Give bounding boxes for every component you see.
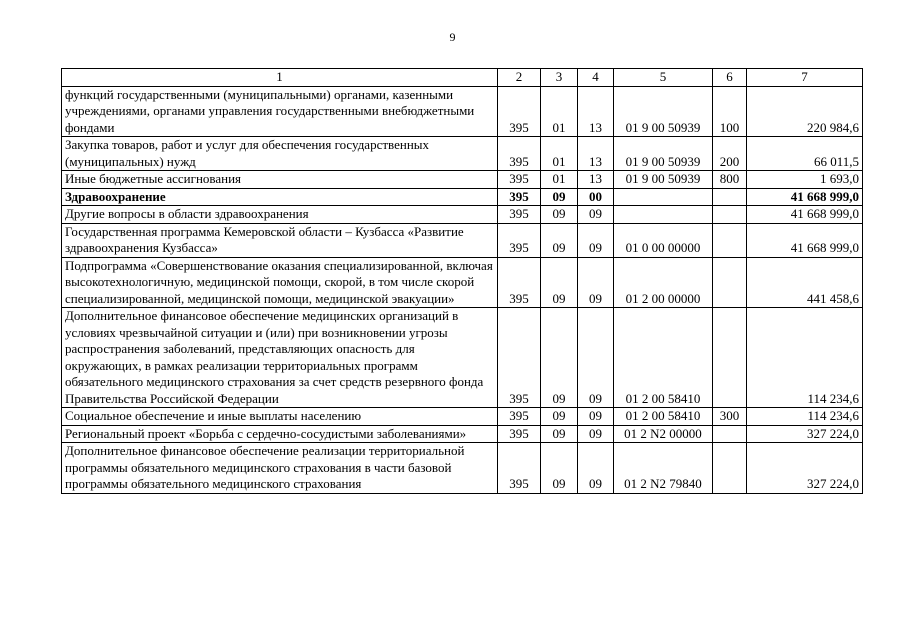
row-code-admin: 395 xyxy=(498,86,541,137)
row-code-admin: 395 xyxy=(498,171,541,189)
row-subsection: 13 xyxy=(578,86,614,137)
row-target-article xyxy=(614,188,713,206)
row-amount: 41 668 999,0 xyxy=(747,206,863,224)
row-subsection: 13 xyxy=(578,171,614,189)
table-row xyxy=(62,86,863,137)
row-name: Социальное обеспечение и иные выплаты населению xyxy=(62,408,498,426)
row-section: 09 xyxy=(541,206,578,224)
row-subsection: 09 xyxy=(578,223,614,257)
row-name: Иные бюджетные ассигнования xyxy=(62,171,498,189)
row-code-admin: 395 xyxy=(498,137,541,171)
row-code-admin: 395 xyxy=(498,408,541,426)
row-code-admin: 395 xyxy=(498,308,541,408)
row-target-article: 01 2 N2 79840 xyxy=(614,443,713,494)
row-name: Закупка товаров, работ и услуг для обеспечения государственных (муниципальных) нужд xyxy=(62,137,498,171)
row-target-article xyxy=(614,206,713,224)
row-subsection: 09 xyxy=(578,257,614,308)
row-section: 09 xyxy=(541,308,578,408)
table-row xyxy=(62,443,863,494)
header-cell: 1 xyxy=(62,69,498,87)
row-code-admin: 395 xyxy=(498,443,541,494)
row-amount: 114 234,6 xyxy=(747,408,863,426)
table-row xyxy=(62,223,863,257)
row-section: 09 xyxy=(541,443,578,494)
row-name: Региональный проект «Борьба с сердечно-сосудистыми заболеваниями» xyxy=(62,425,498,443)
row-amount: 327 224,0 xyxy=(747,443,863,494)
table-row xyxy=(62,137,863,171)
row-section: 09 xyxy=(541,223,578,257)
row-target-article: 01 0 00 00000 xyxy=(614,223,713,257)
row-amount: 114 234,6 xyxy=(747,308,863,408)
row-target-article: 01 2 00 58410 xyxy=(614,408,713,426)
table-row xyxy=(62,425,863,443)
table-row xyxy=(62,171,863,189)
row-expense-type xyxy=(713,206,747,224)
row-section: 09 xyxy=(541,425,578,443)
row-amount: 327 224,0 xyxy=(747,425,863,443)
row-subsection: 09 xyxy=(578,308,614,408)
row-target-article: 01 2 00 58410 xyxy=(614,308,713,408)
row-target-article: 01 9 00 50939 xyxy=(614,171,713,189)
row-section: 01 xyxy=(541,86,578,137)
row-amount: 41 668 999,0 xyxy=(747,223,863,257)
table-header-row xyxy=(62,69,863,87)
row-name: Государственная программа Кемеровской области – Кузбасса «Развитие здравоохранения Кузбасса» xyxy=(62,223,498,257)
row-expense-type xyxy=(713,308,747,408)
row-target-article: 01 9 00 50939 xyxy=(614,137,713,171)
row-name: Дополнительное финансовое обеспечение реализации территориальной программы обязательного медицинского страхования в части базовой программы обязательного медицинского страхования xyxy=(62,443,498,494)
row-expense-type xyxy=(713,188,747,206)
header-cell: 3 xyxy=(541,69,578,87)
row-code-admin: 395 xyxy=(498,425,541,443)
budget-table xyxy=(61,68,863,494)
row-amount: 1 693,0 xyxy=(747,171,863,189)
row-code-admin: 395 xyxy=(498,188,541,206)
table-row xyxy=(62,188,863,206)
row-expense-type: 200 xyxy=(713,137,747,171)
row-target-article: 01 2 N2 00000 xyxy=(614,425,713,443)
row-expense-type xyxy=(713,425,747,443)
row-subsection: 09 xyxy=(578,408,614,426)
row-expense-type: 100 xyxy=(713,86,747,137)
row-expense-type: 300 xyxy=(713,408,747,426)
row-expense-type xyxy=(713,443,747,494)
row-section: 01 xyxy=(541,137,578,171)
row-name: Дополнительное финансовое обеспечение медицинских организаций в условиях чрезвычайной ситуации и (или) при возникновении угрозы распространения заболеваний, представляющих опасность для окружающих, в рамках реализации территориальных программ обязательного медицинского страхования за счет средств резервного фонда Правительства Российской Федерации xyxy=(62,308,498,408)
row-section: 09 xyxy=(541,188,578,206)
row-expense-type: 800 xyxy=(713,171,747,189)
row-name: Другие вопросы в области здравоохранения xyxy=(62,206,498,224)
row-section: 01 xyxy=(541,171,578,189)
header-cell: 6 xyxy=(713,69,747,87)
row-amount: 41 668 999,0 xyxy=(747,188,863,206)
row-amount: 441 458,6 xyxy=(747,257,863,308)
row-subsection: 09 xyxy=(578,443,614,494)
row-code-admin: 395 xyxy=(498,206,541,224)
table-row xyxy=(62,408,863,426)
row-code-admin: 395 xyxy=(498,223,541,257)
row-subsection: 09 xyxy=(578,206,614,224)
table-row xyxy=(62,308,863,408)
row-subsection: 00 xyxy=(578,188,614,206)
row-amount: 220 984,6 xyxy=(747,86,863,137)
row-section: 09 xyxy=(541,408,578,426)
row-target-article: 01 9 00 50939 xyxy=(614,86,713,137)
row-amount: 66 011,5 xyxy=(747,137,863,171)
page-number: 9 xyxy=(449,30,456,44)
header-cell: 7 xyxy=(747,69,863,87)
table-row xyxy=(62,257,863,308)
header-cell: 4 xyxy=(578,69,614,87)
row-name: Здравоохранение xyxy=(62,188,498,206)
row-section: 09 xyxy=(541,257,578,308)
row-target-article: 01 2 00 00000 xyxy=(614,257,713,308)
row-expense-type xyxy=(713,223,747,257)
row-expense-type xyxy=(713,257,747,308)
header-cell: 2 xyxy=(498,69,541,87)
table-row xyxy=(62,206,863,224)
row-name: функций государственными (муниципальными) органами, казенными учреждениями, органами управления государственными внебюджетными фондами xyxy=(62,86,498,137)
header-cell: 5 xyxy=(614,69,713,87)
row-subsection: 09 xyxy=(578,425,614,443)
row-code-admin: 395 xyxy=(498,257,541,308)
row-name: Подпрограмма «Совершенствование оказания специализированной, включая высокотехнологичную, медицинской помощи, скорой, в том числе скорой специализированной, медицинской помощи, медицинской эвакуации» xyxy=(62,257,498,308)
row-subsection: 13 xyxy=(578,137,614,171)
